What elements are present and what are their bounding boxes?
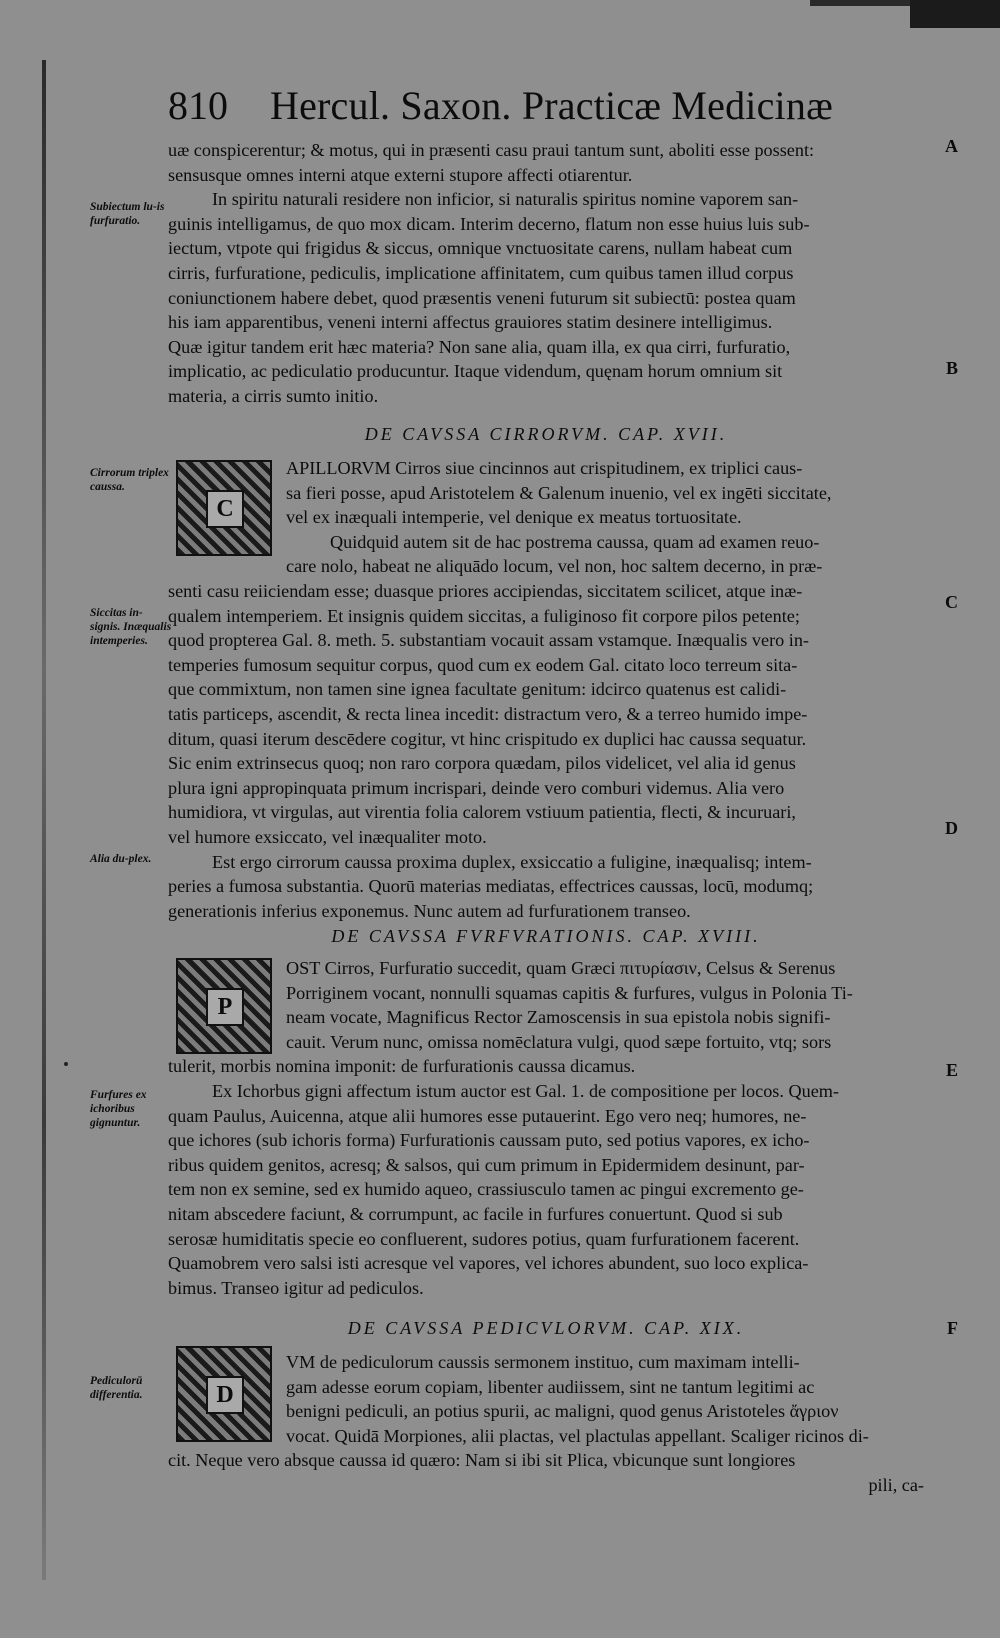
section-letter: F (947, 1318, 958, 1338)
text-line: quod propterea Gal. 8. meth. 5. substantiam vocauit assam vstamque. Inæqualis vero in- (168, 630, 809, 651)
text-line: care nolo, habeat ne aliquādo locum, vel non, hoc saltem decerno, in præ- (286, 556, 823, 577)
margin-note: Alia du-plex. (90, 853, 152, 865)
text-line: implicatio, ac pediculatio producuntur. Itaque videndum, quęnam horum omnium sit (168, 361, 783, 382)
text-line: que commixtum, non tamen sine ignea facultate genitum: idcirco quatenus est calidi- (168, 679, 787, 700)
running-header (168, 82, 880, 132)
text-line: uæ conspicerentur; & motus, qui in præsenti casu praui tantum sunt, aboliti esse possent: (168, 140, 815, 160)
text-line: generationis inferius exponemus. Nunc autem ad furfurationem transeo. (168, 900, 691, 921)
text-line: coniunctionem habere debet, quod præsentis veneni futurum sit subiectū: postea quam (168, 287, 796, 308)
margin-note: Furfures ex ichoribus gignuntur. (90, 1089, 147, 1129)
text-line: Porriginem vocant, nonnulli squamas capitis & furfures, vulgus in Polonia Ti- (286, 982, 853, 1003)
text-line: quam Paulus, Auicenna, atque alii humores esse putauerint. Ego vero neq; humores, ne- (168, 1105, 807, 1126)
text-line: tulerit, morbis nomina imponit: de furfurationis caussa dicamus. (168, 1056, 636, 1077)
text-line: OST Cirros, Furfuratio succedit, quam Græci πιτυρίασιν, Celsus & Serenus (286, 958, 836, 978)
text-line: VM de pediculorum caussis sermonem instituo, cum maximam intelli- (286, 1352, 800, 1372)
torn-corner (910, 0, 1000, 28)
section-letter: B (945, 358, 958, 378)
text-line: iectum, vtpote qui frigidus & siccus, omnique vnctuositate carens, nullam habeat cum (168, 238, 793, 259)
margin-note: Subiectum lu-is furfuratio. (90, 201, 165, 227)
text-line: senti casu reiiciendam esse; duasque priores accipiendas, siccitatem scilicet, atque inæ- (168, 580, 803, 601)
section-letter: C (945, 592, 958, 612)
initial-letter: P (206, 988, 244, 1026)
section-letter: D (945, 818, 958, 838)
text-line: gam adesse eorum copiam, libenter audiissem, sint ne tantum legitimi ac (286, 1376, 815, 1397)
text-line: temperies fumosum sequitur corpus, quod cum ex eodem Gal. citato loco terreum sita- (168, 654, 798, 675)
text-line: sensusque omnes interni atque externi stupore affecti otiarentur. (168, 164, 633, 185)
text-line: Sic enim extrinsecus quoq; non raro corpora quædam, pilos videlicet, vel alia id genus (168, 753, 796, 774)
text-line: neam vocate, Magnificus Rector Zamoscensis in sua epistola nobis signifi- (286, 1007, 831, 1028)
running-title: Hercul. Saxon. Practicæ Medicinæ (270, 83, 833, 128)
text-line: vel humore exsiccato, vel inæqualiter moto. (168, 826, 487, 847)
page-number: 810 (168, 83, 228, 128)
chapter-text (168, 456, 924, 923)
text-line: nitam abscedere faciunt, & corrumpunt, ac facile in furfures conuertunt. Quod si sub (168, 1203, 783, 1224)
chapter-heading: DE CAVSSA PEDICVLORVM. CAP. XIX. (347, 1318, 745, 1338)
text-line: ribus quidem genitos, acresq; & salsos, qui cum primum in Epidermidem desinunt, par- (168, 1154, 805, 1175)
initial-letter: D (206, 1376, 244, 1414)
text-line: In spiritu naturali residere non inficior, si naturalis spiritus nomine vaporem san- (212, 189, 799, 210)
section-letter: E (945, 1060, 958, 1080)
text-line: bimus. Transeo igitur ad pediculos. (168, 1277, 424, 1298)
text-line: tatis particeps, ascendit, & recta linea incedit: distractum vero, & a terreo humido impe- (168, 703, 808, 724)
gutter-shadow (42, 60, 46, 1580)
text-line: Quæ igitur tandem erit hæc materia? Non sane alia, quam illa, ex qua cirri, furfuratio, (168, 336, 791, 357)
margin-note: Pediculorū differentia. (90, 1375, 143, 1401)
text-line: que ichores (sub ichoris forma) Furfurationis caussam puto, sed potius vapores, ex icho- (168, 1130, 810, 1151)
text-line: plura igni appropinquata primum incrispari, deinde vero comburi videmus. Alia vero (168, 777, 785, 798)
margin-note: Cirrorum triplex caussa. (90, 467, 169, 493)
text-line: humidiora, vt virgulas, aut virentia folia calorem vstiuum patientia, flecti, & incuruari, (168, 802, 796, 823)
chapter-text (168, 956, 924, 1300)
intro-paragraph (168, 138, 924, 409)
initial-letter: C (206, 490, 244, 528)
text-line: serosæ humiditatis specie eo confluerent, sudores potius, quam furfurationem facerent. (168, 1228, 800, 1249)
text-line: vel ex inæquali intemperie, vel denique ex meatus tortuositate. (286, 507, 742, 528)
text-line: cauit. Verum nunc, omissa nomēclatura vulgi, quod sæpe fortuito, vtq; sors (286, 1031, 832, 1052)
margin-note: Siccitas in-signis. Inæqualis intemperies. (90, 607, 172, 647)
chapter-heading: DE CAVSSA CIRRORVM. CAP. XVII. (364, 424, 728, 444)
text-line: materia, a cirris sumto initio. (168, 385, 379, 406)
text-line: sa fieri posse, apud Aristotelem & Galenum inuenio, vel ex ingēti siccitate, (286, 482, 832, 503)
text-line: APILLORVM Cirros siue cincinnos aut crispitudinem, ex triplici caus- (286, 458, 803, 478)
text-line: vocat. Quidā Morpiones, alii plactas, vel plactulas appellant. Scaliger ricinos di- (286, 1425, 869, 1446)
text-line: cirris, furfuratione, pediculis, implicatione affinitatem, cum quibus tamen illud corpus (168, 262, 794, 283)
text-line: ditum, quasi iterum descēdere cogitur, vt hinc crispitudo ex duplici hac caussa sequatur. (168, 728, 807, 749)
text-line: peries a fumosa substantia. Quorū materias mediatas, effectrices caussas, locū, modumq; (168, 876, 814, 897)
text-line: Quidquid autem sit de hac postrema caussa, quam ad examen reuo- (330, 531, 820, 552)
text-line: Quamobrem vero salsi isti acresque vel vapores, vel ichores abundent, suo loco explica- (168, 1253, 809, 1274)
text-line: Ex Ichorbus gigni affectum istum auctor est Gal. 1. de compositione per locos. Quem- (212, 1080, 839, 1101)
text-line: Est ergo cirrorum caussa proxima duplex, exsiccatio a fuligine, inæqualisq; intem- (212, 851, 812, 872)
text-line: tem non ex semine, sed ex humido aqueo, crassiusculo tamen ac pingui excremento ge- (168, 1179, 804, 1200)
text-line: cit. Neque vero absque caussa id quæro: Nam si ibi sit Plica, vbicunque sunt longiores (168, 1450, 796, 1471)
text-line: qualem intemperiem. Et insignis quidem siccitas, a fuliginoso fit corpore pilos petente; (168, 605, 800, 626)
text-line: guinis intelligamus, de quo mox dicam. Interim decerno, flatum non esse huius luis sub- (168, 213, 810, 234)
chapter-heading: DE CAVSSA FVRFVRATIONIS. CAP. XVIII. (331, 926, 761, 946)
text-line: benigni pediculi, an potius spurii, ac maligni, quod genus Aristoteles ἄγριον (286, 1401, 839, 1422)
chapter-text (168, 1350, 924, 1498)
ink-speck (64, 1062, 68, 1066)
text-line: pili, ca- (868, 1474, 924, 1495)
section-letter: A (945, 136, 958, 156)
text-line: his iam apparentibus, veneni interni affectus grauiores statim desinere intelligimus. (168, 312, 773, 333)
